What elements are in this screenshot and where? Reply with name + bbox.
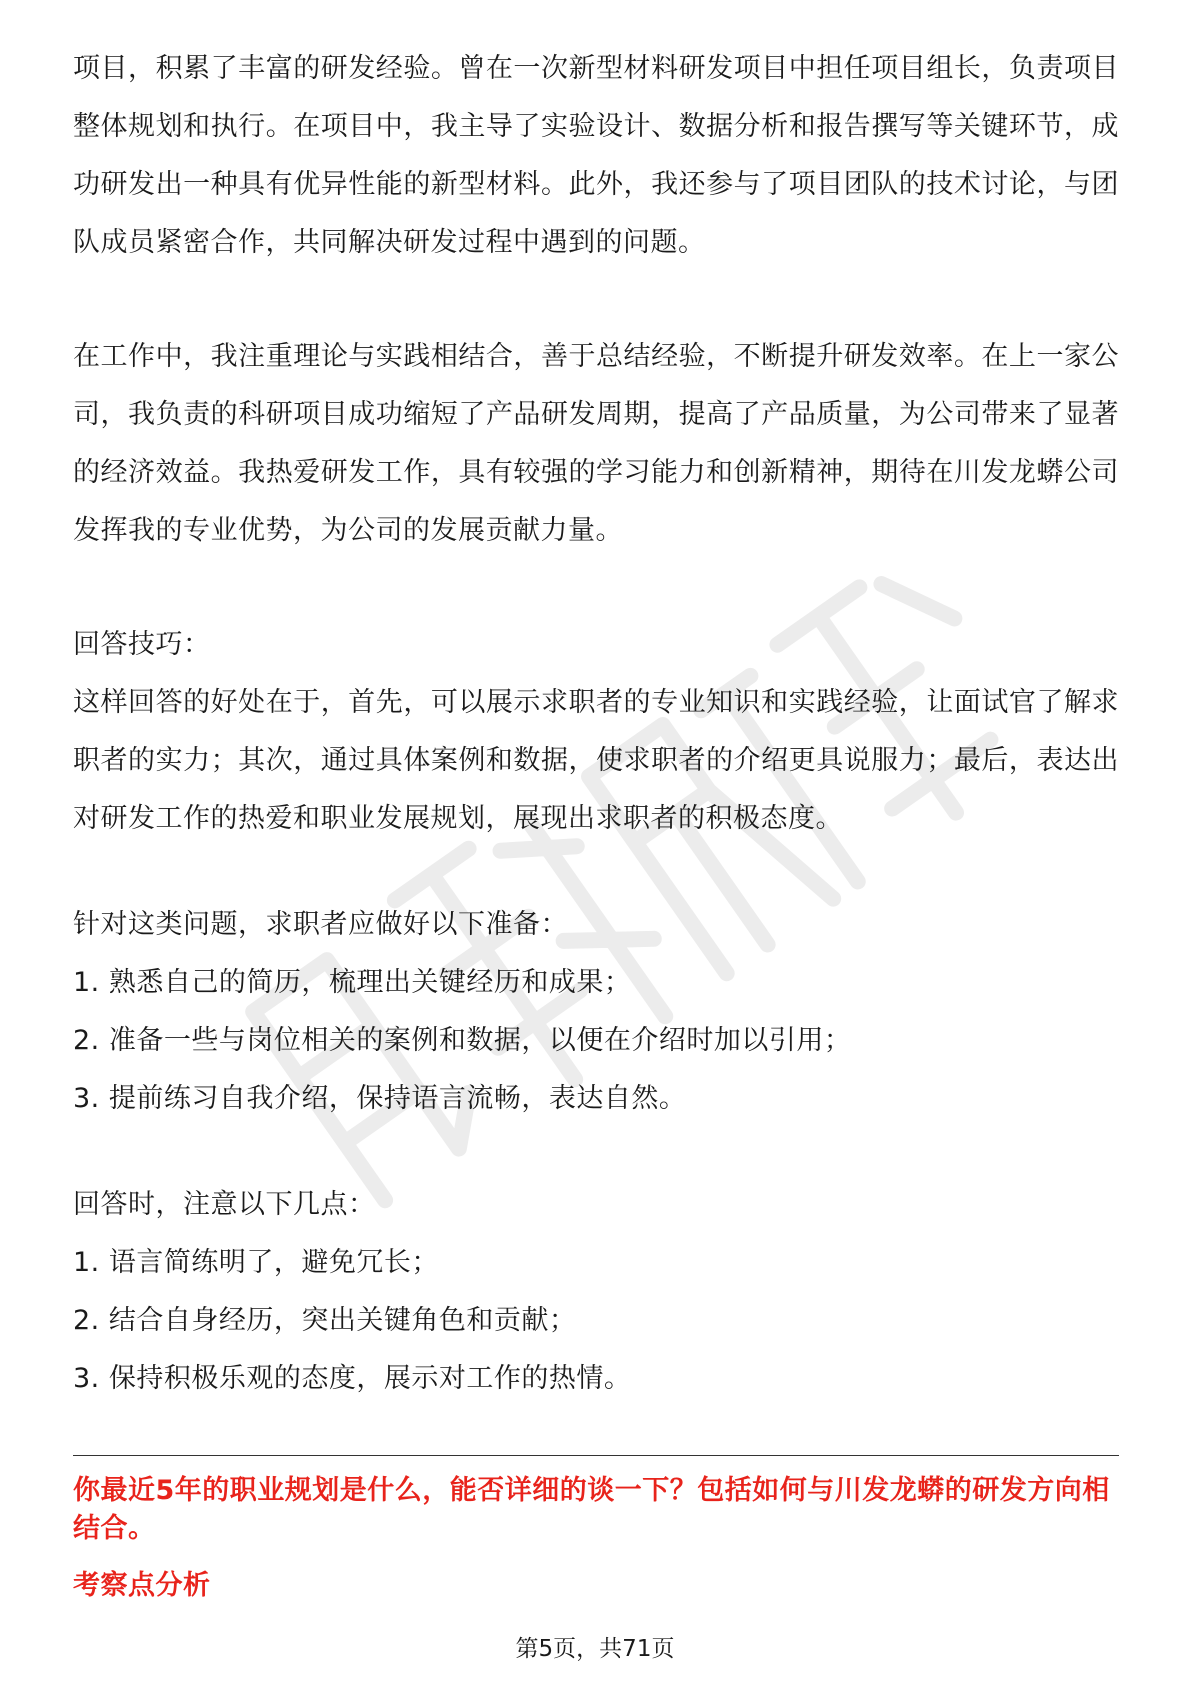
paragraph-experience: 项目，积累了丰富的研发经验。曾在一次新型材料研发项目中担任项目组长，负责项目整体规划和执行。在项目中，我主导了实验设计、数据分析和报告撰写等关键环节，成功研发出一种具有优异性能的新型材料。此外，我还参与了项目团队的技术讨论，与团队成员紧密合作，共同解决研发过程中遇到的问题。	[73, 53, 1119, 258]
prep-heading: 针对这类问题，求职者应做好以下准备：	[73, 909, 568, 940]
notes-heading: 回答时，注意以下几点：	[73, 1189, 376, 1220]
analysis-subheading: 考察点分析	[73, 1570, 211, 1601]
document-body	[73, 40, 1119, 1408]
prep-item: 1. 熟悉自己的简历，梳理出关键经历和成果；	[73, 967, 632, 998]
prep-item: 3. 提前练习自我介绍，保持语言流畅，表达自然。	[73, 1083, 687, 1114]
paragraph-work-style: 在工作中，我注重理论与实践相结合，善于总结经验，不断提升研发效率。在上一家公司，我负责的科研项目成功缩短了产品研发周期，提高了产品质量，为公司带来了显著的经济效益。我热爱研发工作，具有较强的学习能力和创新精神，期待在川发龙蟒公司发挥我的专业优势，为公司的发展贡献力量。	[73, 341, 1119, 546]
section-divider	[73, 1455, 1119, 1456]
notes-item: 2. 结合自身经历，突出关键角色和贡献；	[73, 1305, 577, 1336]
tips-paragraph: 这样回答的好处在于，首先，可以展示求职者的专业知识和实践经验，让面试官了解求职者的实力；其次，通过具体案例和数据，使求职者的介绍更具说服力；最后，表达出对研发工作的热爱和职业发展规划，展现出求职者的积极态度。	[73, 687, 1119, 834]
tips-heading: 回答技巧：	[73, 629, 211, 660]
prep-item: 2. 准备一些与岗位相关的案例和数据，以便在介绍时加以引用；	[73, 1025, 852, 1056]
page-footer: 第5页，共71页	[515, 1636, 675, 1662]
notes-item: 3. 保持积极乐观的态度，展示对工作的热情。	[73, 1363, 632, 1394]
next-question-title: 你最近5年的职业规划是什么，能否详细的谈一下？包括如何与川发龙蟒的研发方向相结合。	[73, 1475, 1110, 1544]
notes-item: 1. 语言简练明了，避免冗长；	[73, 1247, 439, 1278]
